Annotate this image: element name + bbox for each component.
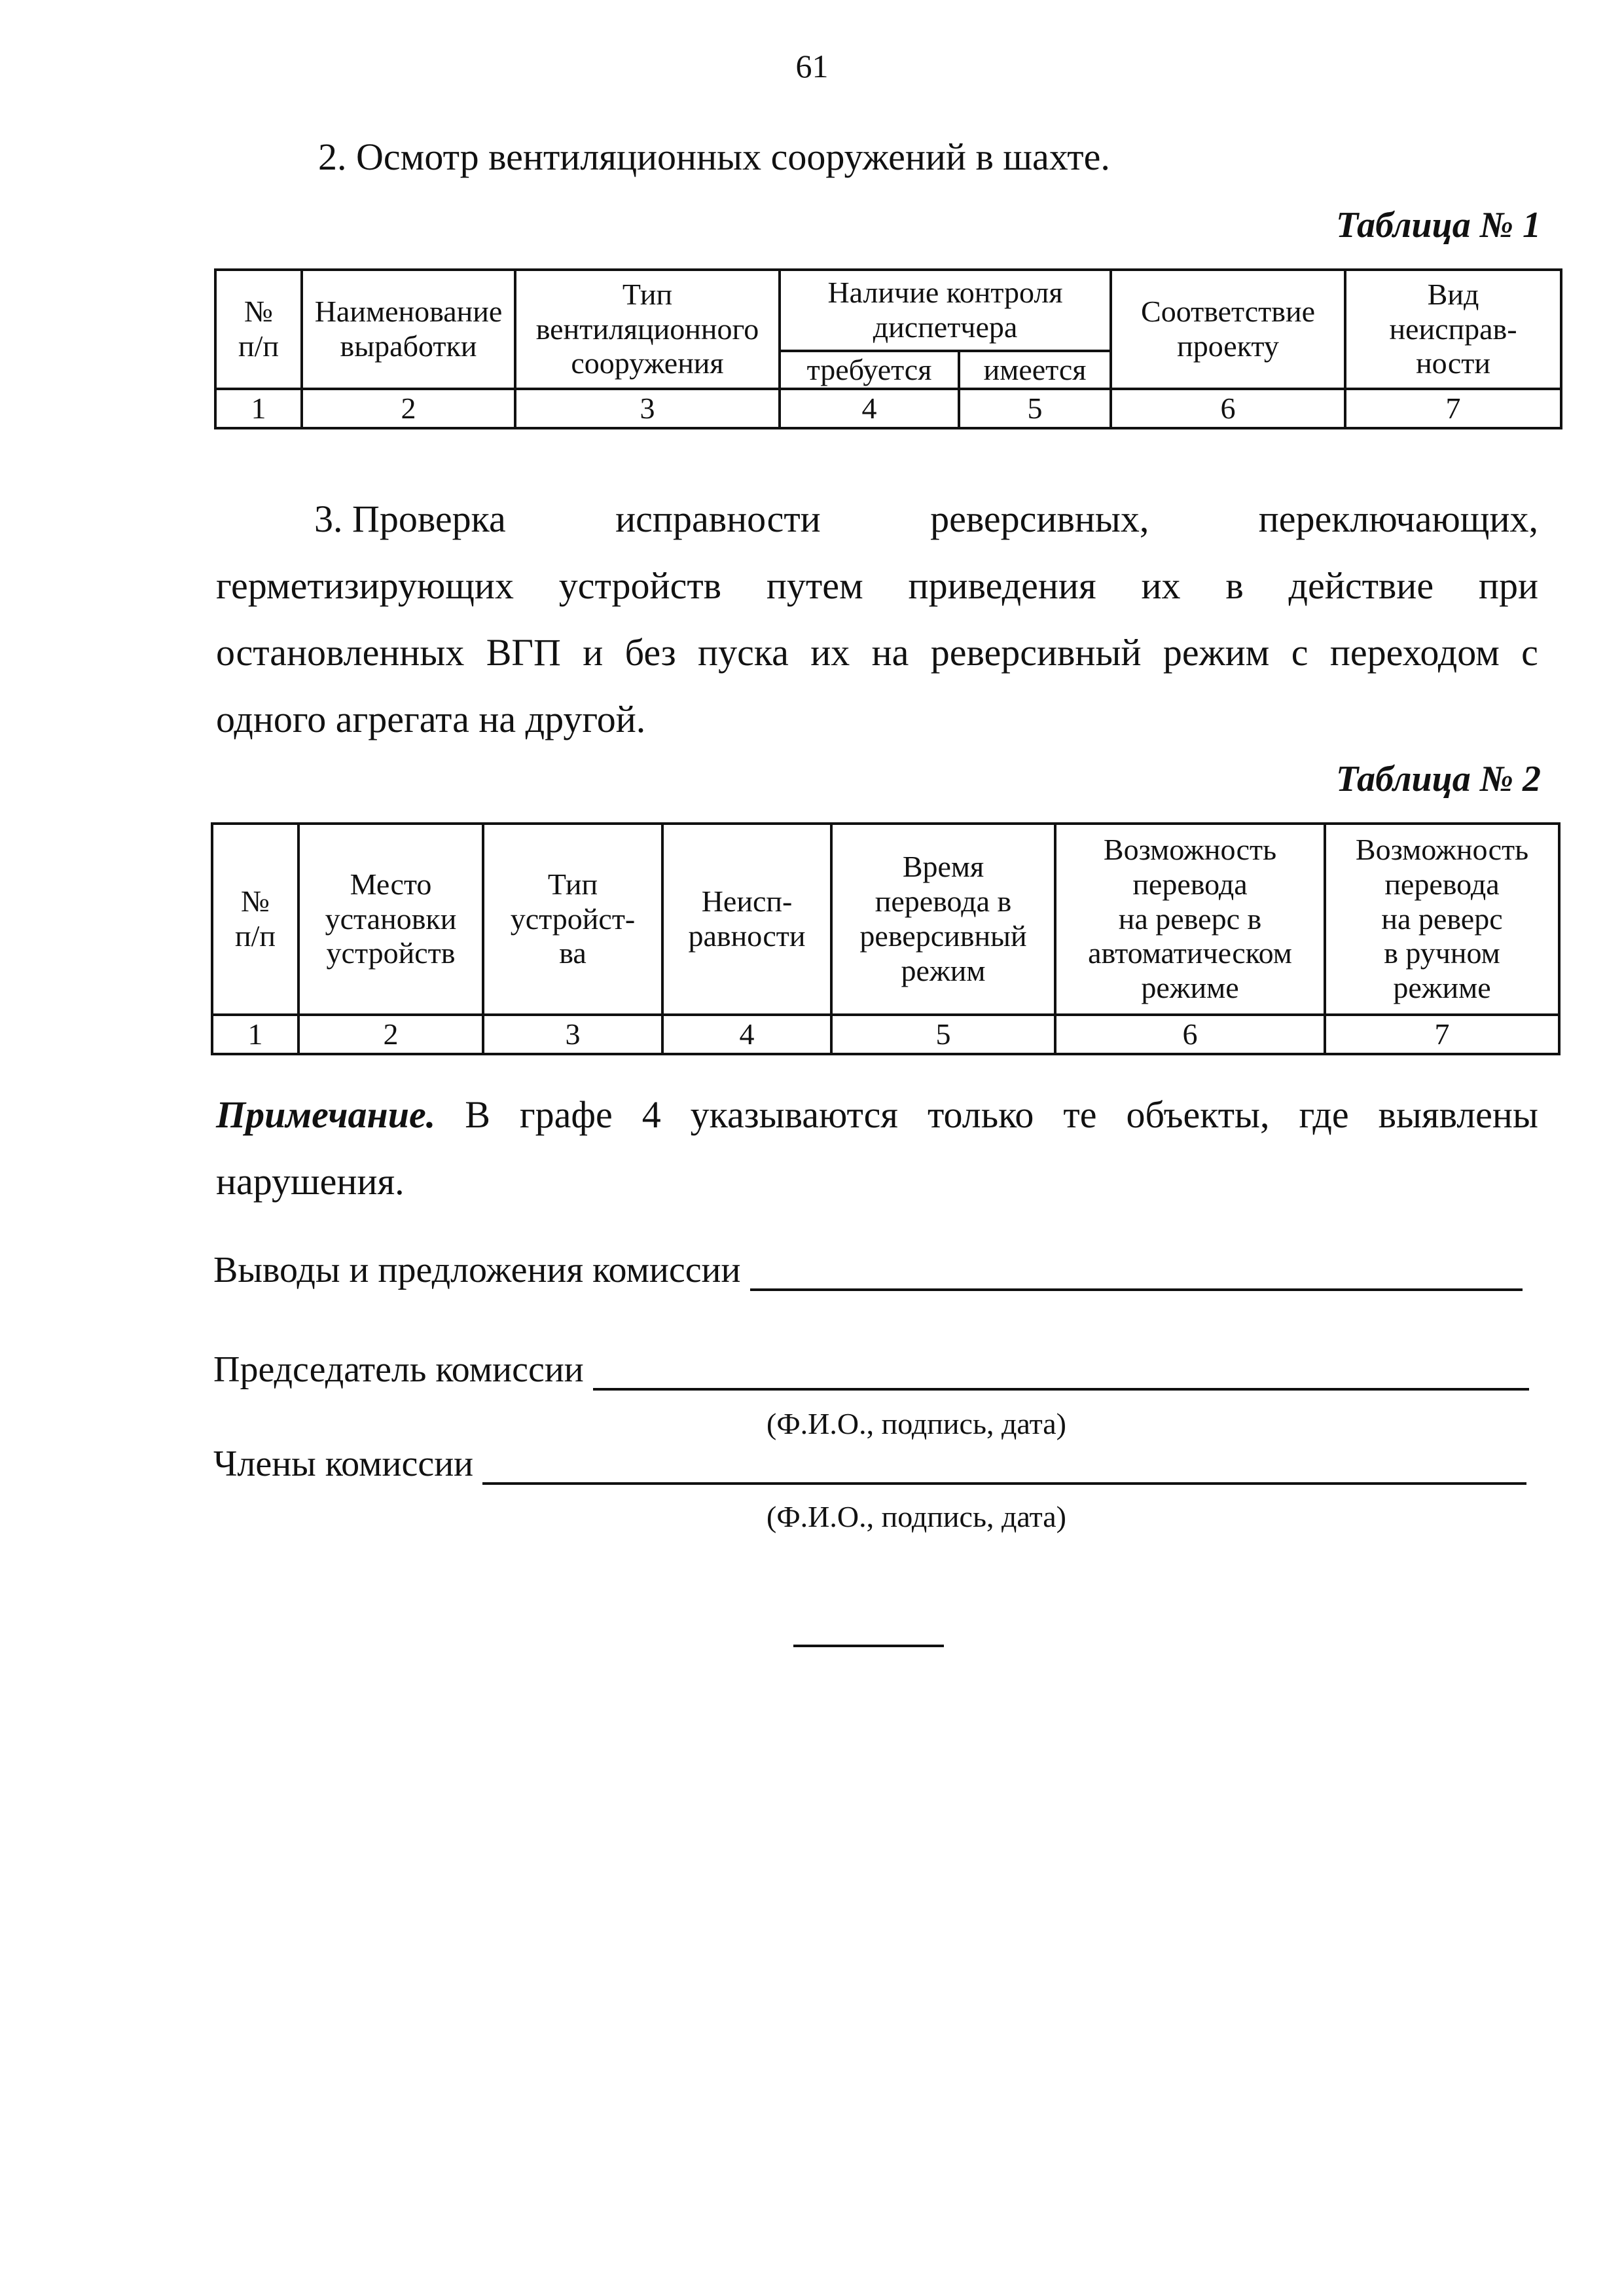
word: 4	[641, 1093, 661, 1136]
header-line: на реверс	[1381, 902, 1503, 936]
header-line: Возможность	[1355, 832, 1529, 866]
table-2-header-manual-reverse	[1325, 824, 1559, 1015]
header-line: ности	[1416, 346, 1490, 380]
word: в	[1225, 564, 1244, 607]
word: те	[1063, 1093, 1097, 1136]
table-1-header-control	[780, 270, 1111, 351]
table-2-col-number: 1	[212, 1015, 298, 1054]
word: с	[1521, 631, 1538, 674]
word: переключающих,	[1258, 498, 1538, 540]
header-line: Время	[902, 850, 984, 884]
header-line: №	[241, 884, 270, 919]
word: режим	[1163, 631, 1270, 674]
header-line: реверсивный	[859, 919, 1027, 953]
table-2-header-switch-time	[831, 824, 1055, 1015]
table-1	[214, 268, 1562, 429]
header-line: режиме	[1141, 971, 1239, 1005]
section-2-heading: 2. Осмотр вентиляционных сооружений в шахте.	[318, 136, 1110, 178]
word: объекты,	[1126, 1093, 1270, 1136]
table-2-header-auto-reverse	[1055, 824, 1325, 1015]
word: и	[583, 631, 604, 674]
word: на	[871, 631, 909, 674]
chairman-blank-line	[593, 1357, 1529, 1391]
note-label: Примечание.	[216, 1093, 436, 1136]
header-line: Тип	[547, 867, 598, 901]
paragraph-line	[216, 553, 1538, 619]
conclusions-label: Выводы и предложения комиссии	[213, 1250, 741, 1290]
word: путем	[766, 564, 863, 607]
header-line: Тип	[622, 277, 673, 311]
header-line: Возможность	[1103, 832, 1277, 866]
table-1-header-compliance	[1111, 270, 1345, 389]
paragraph-line	[216, 686, 1538, 753]
paragraph-line	[216, 1082, 1538, 1148]
header-line: Наименование	[314, 295, 503, 329]
word: без	[624, 631, 676, 674]
note-paragraph	[216, 1082, 1538, 1215]
members-blank-line	[482, 1451, 1526, 1485]
word: только	[927, 1093, 1034, 1136]
word: их	[810, 631, 850, 674]
header-line: Вид	[1427, 277, 1479, 311]
members-signature-hint: (Ф.И.О., подпись, дата)	[767, 1500, 1066, 1533]
header-line: устройст-	[510, 902, 636, 936]
table-1-col-number: 5	[959, 389, 1111, 428]
header-line: режиме	[1393, 971, 1491, 1005]
members-label: Члены комиссии	[213, 1444, 474, 1484]
header-line: Соответствие	[1141, 295, 1315, 329]
table-2-col-number: 7	[1325, 1015, 1559, 1054]
conclusions-row	[213, 1249, 1523, 1291]
word: герметизирующих	[216, 564, 514, 607]
word: нарушения.	[216, 1160, 405, 1203]
word: указываются	[690, 1093, 898, 1136]
word: одного агрегата на другой.	[216, 698, 646, 740]
table-1-caption: Таблица № 1	[1335, 205, 1541, 246]
word: пуска	[698, 631, 789, 674]
table-1-col-number: 7	[1345, 389, 1561, 428]
header-line: на реверс в	[1118, 902, 1262, 936]
header-line: выработки	[340, 329, 477, 363]
table-2-col-number: 4	[662, 1015, 831, 1054]
word: графе	[519, 1093, 613, 1136]
chairman-signature-hint: (Ф.И.О., подпись, дата)	[767, 1407, 1066, 1440]
word: реверсивных,	[930, 498, 1149, 540]
header-line: Неисп-	[701, 884, 793, 919]
header-line: Наличие контроля диспетчера	[827, 276, 1063, 344]
header-line: проекту	[1177, 329, 1279, 363]
table-1-header-required: требуется	[780, 351, 959, 389]
table-1-col-number: 1	[215, 389, 302, 428]
table-2	[211, 822, 1561, 1055]
word: выявлены	[1378, 1093, 1538, 1136]
paragraph-line	[216, 619, 1538, 686]
word: реверсивный	[930, 631, 1142, 674]
header-line: сооружения	[571, 346, 724, 380]
header-line: ва	[559, 936, 586, 970]
table-1-header-available: имеется	[959, 351, 1111, 389]
chairman-row	[213, 1349, 1529, 1391]
header-line: режим	[901, 953, 986, 987]
header-line: автоматическом	[1088, 936, 1292, 970]
table-2-header-num	[212, 824, 298, 1015]
table-2-col-number: 3	[483, 1015, 662, 1054]
table-2-caption: Таблица № 2	[1335, 759, 1541, 799]
chairman-label: Председатель комиссии	[213, 1349, 584, 1390]
table-1-header-num	[215, 270, 302, 389]
word: 3. Проверка	[314, 498, 506, 540]
word: устройств	[558, 564, 722, 607]
table-2-col-number: 5	[831, 1015, 1055, 1054]
word: исправности	[615, 498, 821, 540]
table-2-header-faults	[662, 824, 831, 1015]
page-number: 61	[795, 48, 829, 84]
word: где	[1299, 1093, 1349, 1136]
word: с	[1291, 631, 1308, 674]
word: действие	[1288, 564, 1434, 607]
table-1-col-number: 3	[515, 389, 780, 428]
table-1-col-number: 6	[1111, 389, 1345, 428]
closing-rule	[793, 1645, 944, 1647]
table-2-header-location	[298, 824, 483, 1015]
members-row	[213, 1443, 1526, 1485]
header-line: перевода	[1132, 867, 1248, 901]
table-2-col-number: 2	[298, 1015, 483, 1054]
header-line: неисправ-	[1389, 312, 1517, 346]
table-1-header-fault	[1345, 270, 1561, 389]
word: переходом	[1329, 631, 1500, 674]
word: остановленных	[216, 631, 465, 674]
paragraph-line	[216, 1148, 1538, 1215]
word: их	[1141, 564, 1181, 607]
table-1-header-type	[515, 270, 780, 389]
table-1-header-name	[302, 270, 515, 389]
word: В	[465, 1093, 490, 1136]
header-line: №	[244, 295, 273, 329]
header-line: установки	[325, 902, 457, 936]
header-line: устройств	[326, 936, 456, 970]
word: при	[1478, 564, 1538, 607]
header-line: перевода в	[875, 884, 1012, 919]
header-line: перевода	[1384, 867, 1500, 901]
header-line: п/п	[238, 329, 279, 363]
paragraph-line	[216, 486, 1538, 553]
header-line: вентиляционного	[535, 312, 759, 346]
header-line: равности	[688, 919, 806, 953]
table-1-col-number: 2	[302, 389, 515, 428]
conclusions-blank-line	[750, 1257, 1523, 1291]
header-line: п/п	[234, 919, 276, 953]
table-2-col-number: 6	[1055, 1015, 1325, 1054]
header-line: в ручном	[1384, 936, 1500, 970]
word: ВГП	[486, 631, 561, 674]
header-line: Место	[350, 867, 432, 901]
table-1-col-number: 4	[780, 389, 959, 428]
section-3-paragraph	[216, 486, 1538, 753]
table-2-header-device-type	[483, 824, 662, 1015]
word: приведения	[908, 564, 1096, 607]
